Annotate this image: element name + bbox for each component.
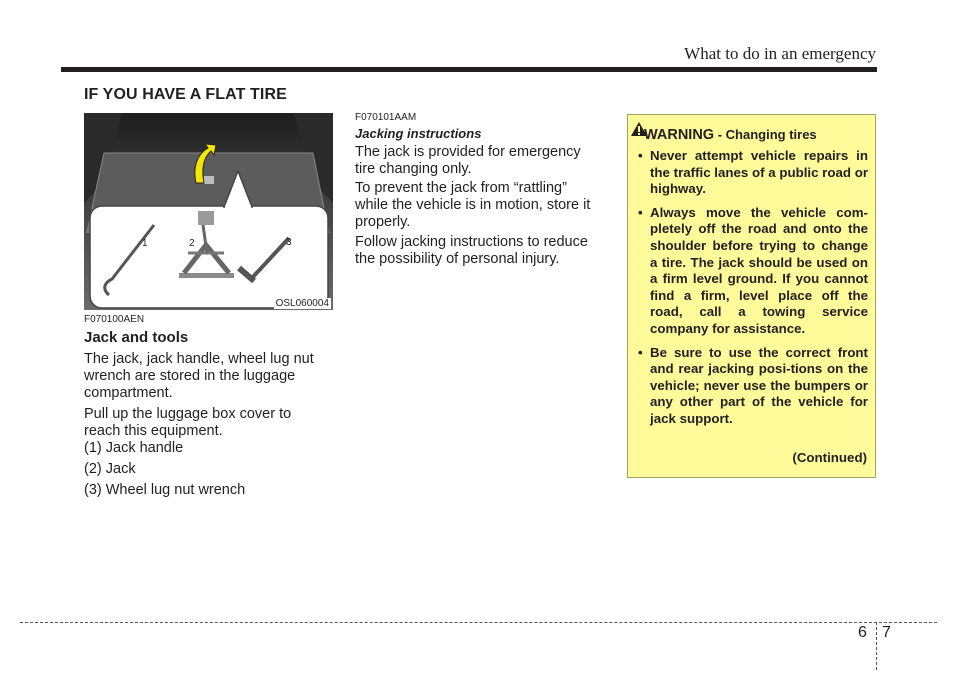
warning-item: • Always move the vehicle com-pletely off the road and onto the shoulder before trying to change a tire. The jack should be used on a firm level ground. If you cannot find a firm, level place off the road, call a towing service company for assistance.: [638, 204, 868, 336]
list-item: (3) Wheel lug nut wrench: [84, 482, 246, 498]
footer-rule: [20, 622, 937, 623]
running-header-title: What to do in an emergency: [684, 44, 876, 63]
jacking-paragraph-2: To prevent the jack from “rattling” while the vehicle is in motion, store it properly.: [355, 180, 591, 230]
list-item: (1) Jack handle: [84, 440, 184, 456]
header-rule: [61, 67, 877, 72]
callout-2: 2: [189, 238, 195, 249]
warning-list: [636, 148, 868, 435]
middle-section-code: F070101AAM: [355, 112, 417, 123]
bullet-icon: •: [638, 204, 643, 220]
jack-tools-figure: [84, 113, 333, 310]
jack-tools-paragraph-1: The jack, jack handle, wheel lug nut wrench are stored in the luggage compartment.: [84, 351, 314, 401]
warning-item: • Never attempt vehicle repairs in the traffic lanes of a public road or highway.: [638, 148, 868, 197]
warning-title: WARNING - Changing tires: [644, 127, 817, 143]
jacking-paragraph-3: Follow jacking instructions to reduce the possibility of personal injury.: [355, 234, 588, 267]
callout-1: 1: [142, 238, 148, 249]
footer-divider: [876, 622, 877, 670]
warning-box: [627, 114, 876, 478]
page-chapter-number: 6: [858, 624, 867, 641]
figure-label: OSL060004: [275, 298, 329, 309]
left-section-code: F070100AEN: [84, 314, 145, 325]
callout-3: 3: [286, 237, 292, 248]
jacking-instructions-heading: Jacking instructions: [355, 126, 482, 141]
jack-tools-heading: Jack and tools: [84, 329, 189, 346]
list-item: (2) Jack: [84, 461, 136, 477]
warning-continued: (Continued): [792, 450, 867, 465]
jacking-paragraph-1: The jack is provided for emergency tire changing only.: [355, 144, 581, 177]
bullet-icon: •: [638, 148, 643, 163]
warning-item: • Be sure to use the correct front and rear jacking posi-tions on the vehicle; never use the bumpers or any other part of the vehicle for jack support.: [638, 344, 868, 426]
section-title: IF YOU HAVE A FLAT TIRE: [84, 86, 287, 103]
page-number: 7: [882, 624, 891, 641]
bullet-icon: •: [638, 344, 643, 360]
trunk-illustration: [84, 113, 333, 310]
jack-tools-paragraph-2: Pull up the luggage box cover to reach this equipment.: [84, 406, 292, 439]
